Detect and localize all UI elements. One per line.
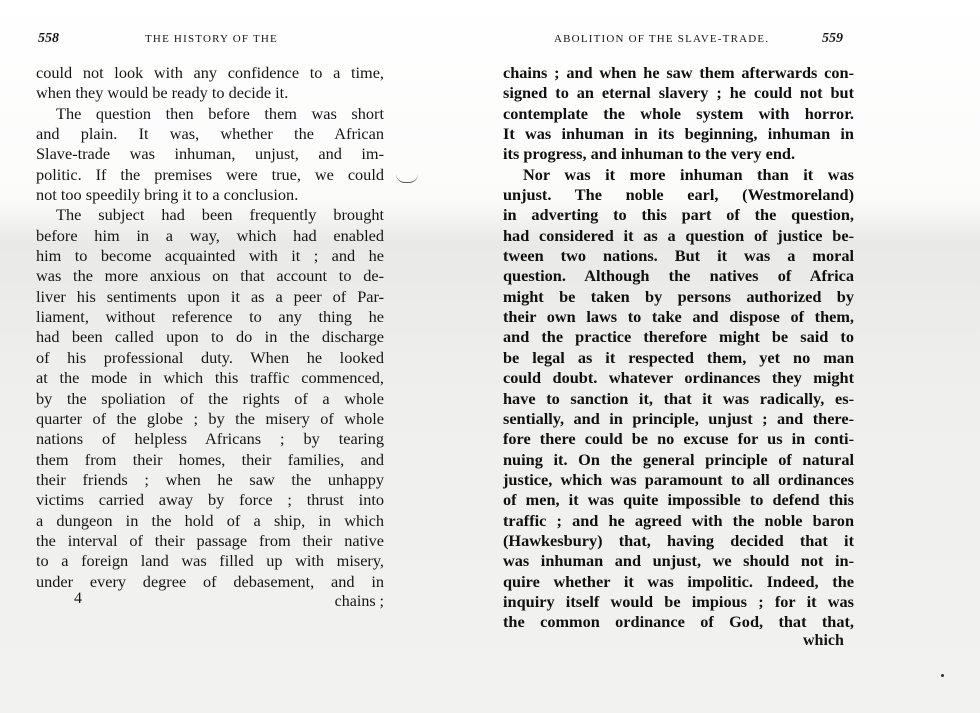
text-line: victims carried away by force ; thrust into: [36, 490, 384, 510]
page-text: [503, 63, 854, 633]
text-line: of men, it was quite impossible to defend this: [503, 490, 854, 510]
page-text: [36, 63, 384, 592]
text-line: could doubt. whatever ordinances they might: [503, 368, 854, 388]
text-line: Slave-trade was inhuman, unjust, and im-: [36, 144, 384, 164]
text-line: signed to an eternal slavery ; he could not but: [503, 83, 854, 103]
text-line: inquiry itself would be impious ; for it was: [503, 591, 854, 611]
page-number: 559: [822, 31, 843, 46]
text-line: the common ordinance of God, that that,: [503, 612, 854, 632]
text-line: might be taken by persons authorized by: [503, 286, 854, 306]
text-line: justice, which was paramount to all ordinances: [503, 469, 854, 489]
text-line: could not look with any confidence to a time,: [36, 63, 384, 82]
text-line: sentially, and in principle, unjust ; and there-: [503, 408, 854, 428]
text-line: when they would be ready to decide it.: [36, 83, 289, 103]
left-page: [0, 0, 470, 713]
text-line: not too speedily bring it to a conclusion.: [36, 185, 299, 205]
text-line: was inhuman and unjust, we should not in-: [503, 551, 854, 571]
text-line: was the more anxious on that account to de-: [36, 266, 384, 286]
text-line: unjust. The noble earl, (Westmoreland): [503, 185, 854, 205]
text-line: The question then before them was short: [56, 103, 384, 123]
text-line: be legal as it respected them, yet no man: [503, 347, 854, 367]
catchword: which: [803, 632, 844, 649]
text-line: and the practice therefore might be said to: [503, 327, 854, 347]
text-line: liver his sentiments upon it as a peer of Par-: [36, 286, 384, 306]
text-line: the interval of their passage from their native: [36, 530, 384, 550]
text-line: fore there could be no excuse for us in conti-: [503, 429, 854, 449]
text-line: chains ; and when he saw them afterwards con-: [503, 63, 854, 82]
page-number: 558: [38, 31, 59, 46]
text-line: him to become acquainted with it ; and he: [36, 246, 384, 266]
text-line: (Hawkesbury) that, having decided that it: [503, 530, 854, 550]
catchword: chains ;: [334, 593, 384, 610]
text-line: It was inhuman in its beginning, inhuman in: [503, 124, 854, 144]
text-line: had been called upon to do in the discharge: [36, 327, 384, 347]
text-line: contemplate the whole system with horror.: [503, 103, 854, 123]
ink-speck: [941, 674, 944, 677]
text-line: at the mode in which this traffic commenced,: [36, 368, 384, 388]
text-line: tween two nations. But it was a moral: [503, 246, 854, 266]
text-line: before him in a way, which had enabled: [36, 225, 384, 245]
text-line: have to sanction it, that it was radically, es-: [503, 388, 854, 408]
text-line: by the spoliation of the rights of a whole: [36, 388, 384, 408]
text-line: its progress, and inhuman to the very end.: [503, 144, 796, 164]
running-head: ABOLITION OF THE SLAVE-TRADE.: [554, 33, 770, 45]
text-line: had considered it as a question of justice be-: [503, 225, 854, 245]
text-line: nuing it. On the general principle of natural: [503, 449, 854, 469]
signature-mark: 4: [74, 590, 82, 607]
text-line: liament, without reference to any thing he: [36, 307, 384, 327]
right-page: [470, 0, 980, 713]
text-line: to a foreign land was filled up with misery,: [36, 551, 384, 571]
text-line: The subject had been frequently brought: [56, 205, 384, 225]
text-line: their friends ; when he saw the unhappy: [36, 469, 384, 489]
text-line: question. Although the natives of Africa: [503, 266, 854, 286]
text-line: under every degree of debasement, and in: [36, 571, 384, 591]
text-line: Nor was it more inhuman than it was: [523, 164, 854, 184]
text-line: quarter of the globe ; by the misery of whole: [36, 408, 384, 428]
text-line: politic. If the premises were true, we could: [36, 164, 384, 184]
text-line: a dungeon in the hold of a ship, in which: [36, 510, 384, 530]
running-head: THE HISTORY OF THE: [145, 33, 278, 45]
text-line: quire whether it was impolitic. Indeed, the: [503, 571, 854, 591]
text-line: and plain. It was, whether the African: [36, 124, 384, 144]
ink-mark: [396, 174, 418, 183]
text-line: them from their homes, their families, and: [36, 449, 384, 469]
text-line: nations of helpless Africans ; by tearing: [36, 429, 384, 449]
text-line: their own laws to take and dispose of them,: [503, 307, 854, 327]
text-line: of his professional duty. When he looked: [36, 347, 384, 367]
text-line: traffic ; and he agreed with the noble baron: [503, 510, 854, 530]
text-line: in adverting to this part of the question,: [503, 205, 854, 225]
